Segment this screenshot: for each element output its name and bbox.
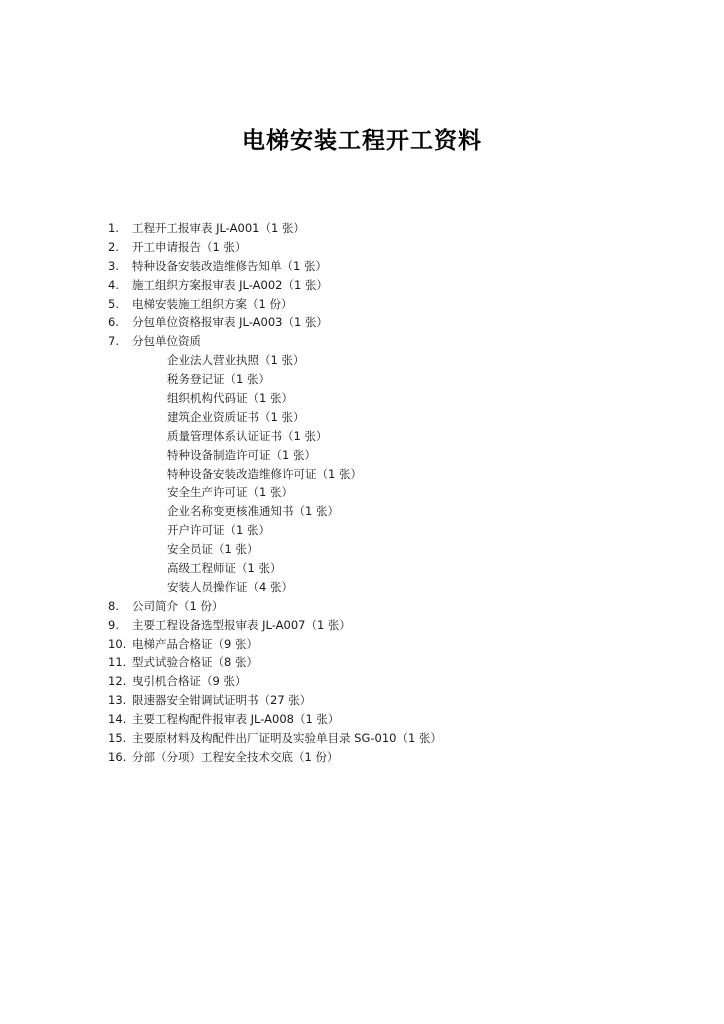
sub-item-text: 建筑企业资质证书（1 张） (167, 409, 305, 424)
item-text: 施工组织方案报审表 JL-A002（1 张） (132, 277, 328, 292)
item-number: 10. (108, 636, 127, 651)
sub-list-item (108, 559, 668, 578)
item-number: 1. (108, 221, 119, 235)
list-item (108, 257, 668, 276)
list-item (108, 710, 668, 729)
item-text: 公司简介（1 份） (132, 598, 224, 613)
sub-list-item (108, 521, 668, 540)
item-number: 15. (108, 731, 127, 746)
sub-item-text: 组织机构代码证（1 张） (167, 391, 293, 406)
item-number: 4. (108, 277, 119, 292)
item-text: 主要工程构配件报审表 JL-A008（1 张） (132, 712, 340, 727)
sub-list-item (108, 578, 668, 597)
item-number: 6. (108, 315, 119, 330)
item-number: 2. (108, 239, 119, 254)
list-item (108, 729, 668, 748)
item-text: 限速器安全钳调试证明书（27 张） (132, 693, 312, 708)
sub-list-item (108, 389, 668, 408)
item-number: 7. (108, 334, 119, 349)
sub-item-text: 安全生产许可证（1 张） (167, 485, 293, 500)
item-text: 开工申请报告（1 张） (132, 239, 247, 254)
sub-list-item (108, 408, 668, 427)
list-item (108, 653, 668, 672)
sub-list-item (108, 351, 668, 370)
sub-item-text: 特种设备安装改造维修许可证（1 张） (167, 466, 362, 481)
sub-item-text: 税务登记证（1 张） (167, 372, 270, 387)
sub-item-text: 开户许可证（1 张） (167, 523, 270, 538)
sub-list-item (108, 540, 668, 559)
item-number: 14. (108, 712, 127, 727)
item-number: 12. (108, 674, 127, 689)
sub-item-text: 特种设备制造许可证（1 张） (167, 447, 316, 462)
sub-item-text: 企业名称变更核准通知书（1 张） (167, 504, 339, 519)
item-text: 主要工程设备选型报审表 JL-A007（1 张） (132, 617, 351, 632)
item-number: 11. (108, 655, 127, 670)
sub-list-item (108, 465, 668, 484)
list-item (108, 635, 668, 654)
sub-list-item (108, 446, 668, 465)
document-title: 电梯安装工程开工资料 (242, 128, 482, 154)
item-number: 9. (108, 617, 119, 632)
list-item (108, 748, 668, 767)
item-text: 电梯产品合格证（9 张） (132, 636, 258, 651)
item-text: 电梯安装施工组织方案（1 份） (132, 296, 293, 311)
document-item-list (108, 219, 668, 767)
item-text: 分部（分项）工程安全技术交底（1 份） (132, 749, 339, 764)
item-number: 5. (108, 296, 119, 311)
list-item (108, 332, 668, 351)
sub-item-text: 安装人员操作证（4 张） (167, 579, 293, 594)
list-item (108, 691, 668, 710)
sub-list-item (108, 370, 668, 389)
sub-item-text: 质量管理体系认证证书（1 张） (167, 428, 328, 443)
list-item (108, 276, 668, 295)
list-item (108, 238, 668, 257)
item-text: 分包单位资质 (132, 334, 201, 349)
sub-list-item (108, 483, 668, 502)
item-text: 特种设备安装改造维修告知单（1 张） (132, 258, 327, 273)
sub-item-text: 安全员证（1 张） (167, 542, 259, 557)
sub-item-text: 高级工程师证（1 张） (167, 561, 282, 576)
sub-item-text: 企业法人营业执照（1 张） (167, 353, 305, 368)
list-item (108, 597, 668, 616)
list-item (108, 672, 668, 691)
item-text: 曳引机合格证（9 张） (132, 674, 247, 689)
item-text: 工程开工报审表 JL-A001（1 张） (132, 221, 305, 235)
list-item (108, 313, 668, 332)
item-text: 分包单位资格报审表 JL-A003（1 张） (132, 315, 328, 330)
sub-list-item (108, 502, 668, 521)
item-number: 13. (108, 693, 127, 708)
list-item (108, 616, 668, 635)
list-item (108, 219, 668, 238)
item-text: 主要原材料及构配件出厂证明及实验单目录 SG-010（1 张） (132, 731, 442, 746)
sub-list-item (108, 427, 668, 446)
list-item (108, 295, 668, 314)
item-text: 型式试验合格证（8 张） (132, 655, 258, 670)
item-number: 16. (108, 749, 127, 764)
item-number: 8. (108, 598, 119, 613)
item-number: 3. (108, 258, 119, 273)
